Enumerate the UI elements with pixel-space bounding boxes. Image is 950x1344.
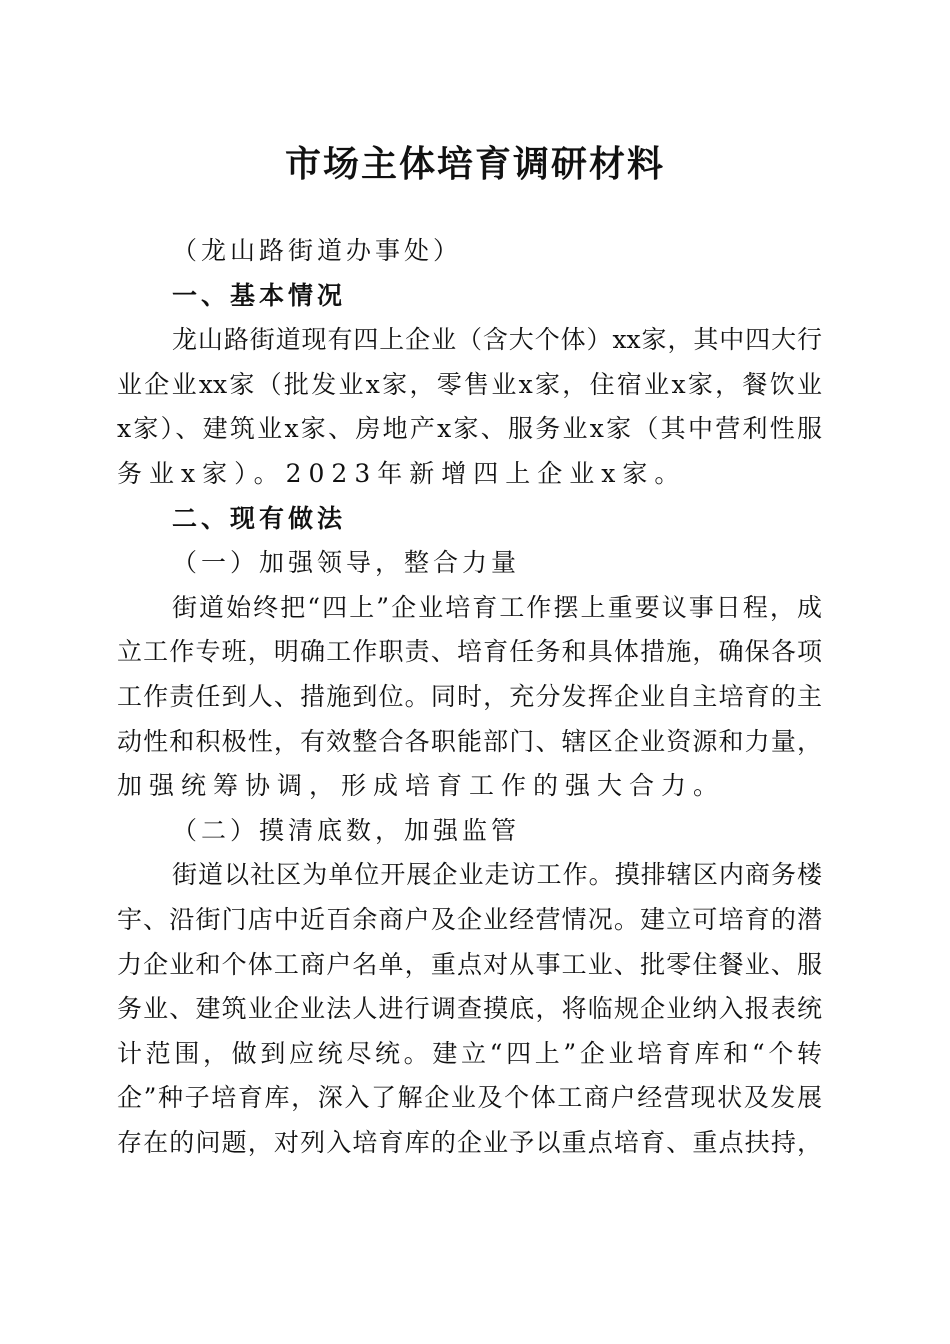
paragraph-line: 务业x家）。2023年新增四上企业x家。 <box>117 458 687 488</box>
paragraph-line: 企”种子培育库，深入了解企业及个体工商户经营现状及发展 <box>117 1083 822 1113</box>
paragraph-line: 龙山路街道现有四上企业（含大个体）xx家，其中四大行 <box>172 325 822 355</box>
paragraph-line: 力企业和个体工商户名单，重点对从事工业、批零住餐业、服 <box>117 949 822 979</box>
author-line: （龙山路街道办事处） <box>172 236 463 265</box>
paragraph-line: x家）、建筑业x家、房地产x家、服务业x家（其中营利性服 <box>117 414 822 444</box>
paragraph-line: 业企业xx家（批发业x家，零售业x家，住宿业x家，餐饮业 <box>117 369 822 399</box>
paragraph-line: 工作责任到人、措施到位。同时，充分发挥企业自主培育的主 <box>117 681 822 711</box>
paragraph-line: 务业、建筑业企业法人进行调查摸底，将临规企业纳入报表统 <box>117 994 822 1024</box>
paragraph-line: 街道始终把“四上”企业培育工作摆上重要议事日程，成 <box>172 592 822 622</box>
paragraph-line: 动性和积极性，有效整合各职能部门、辖区企业资源和力量， <box>117 726 822 756</box>
paragraph-line: 存在的问题，对列入培育库的企业予以重点培育、重点扶持， <box>117 1127 822 1157</box>
subsection-heading: （一）加强领导，整合力量 <box>172 548 521 578</box>
document-title: 市场主体培育调研材料 <box>284 143 665 185</box>
section-heading: 一、基本情况 <box>172 280 347 310</box>
paragraph-line: 立工作专班，明确工作职责、培育任务和具体措施，确保各项 <box>117 637 822 667</box>
section-heading: 二、现有做法 <box>172 503 347 533</box>
subsection-heading: （二）摸清底数，加强监管 <box>172 815 521 845</box>
paragraph-line: 宇、沿街门店中近百余商户及企业经营情况。建立可培育的潜 <box>117 904 822 934</box>
document-body <box>117 229 822 1165</box>
paragraph-line: 街道以社区为单位开展企业走访工作。摸排辖区内商务楼 <box>172 860 822 890</box>
paragraph-line: 计范围，做到应统尽统。建立“四上”企业培育库和“个转 <box>117 1038 822 1068</box>
paragraph-line: 加强统筹协调，形成培育工作的强大合力。 <box>117 771 726 801</box>
